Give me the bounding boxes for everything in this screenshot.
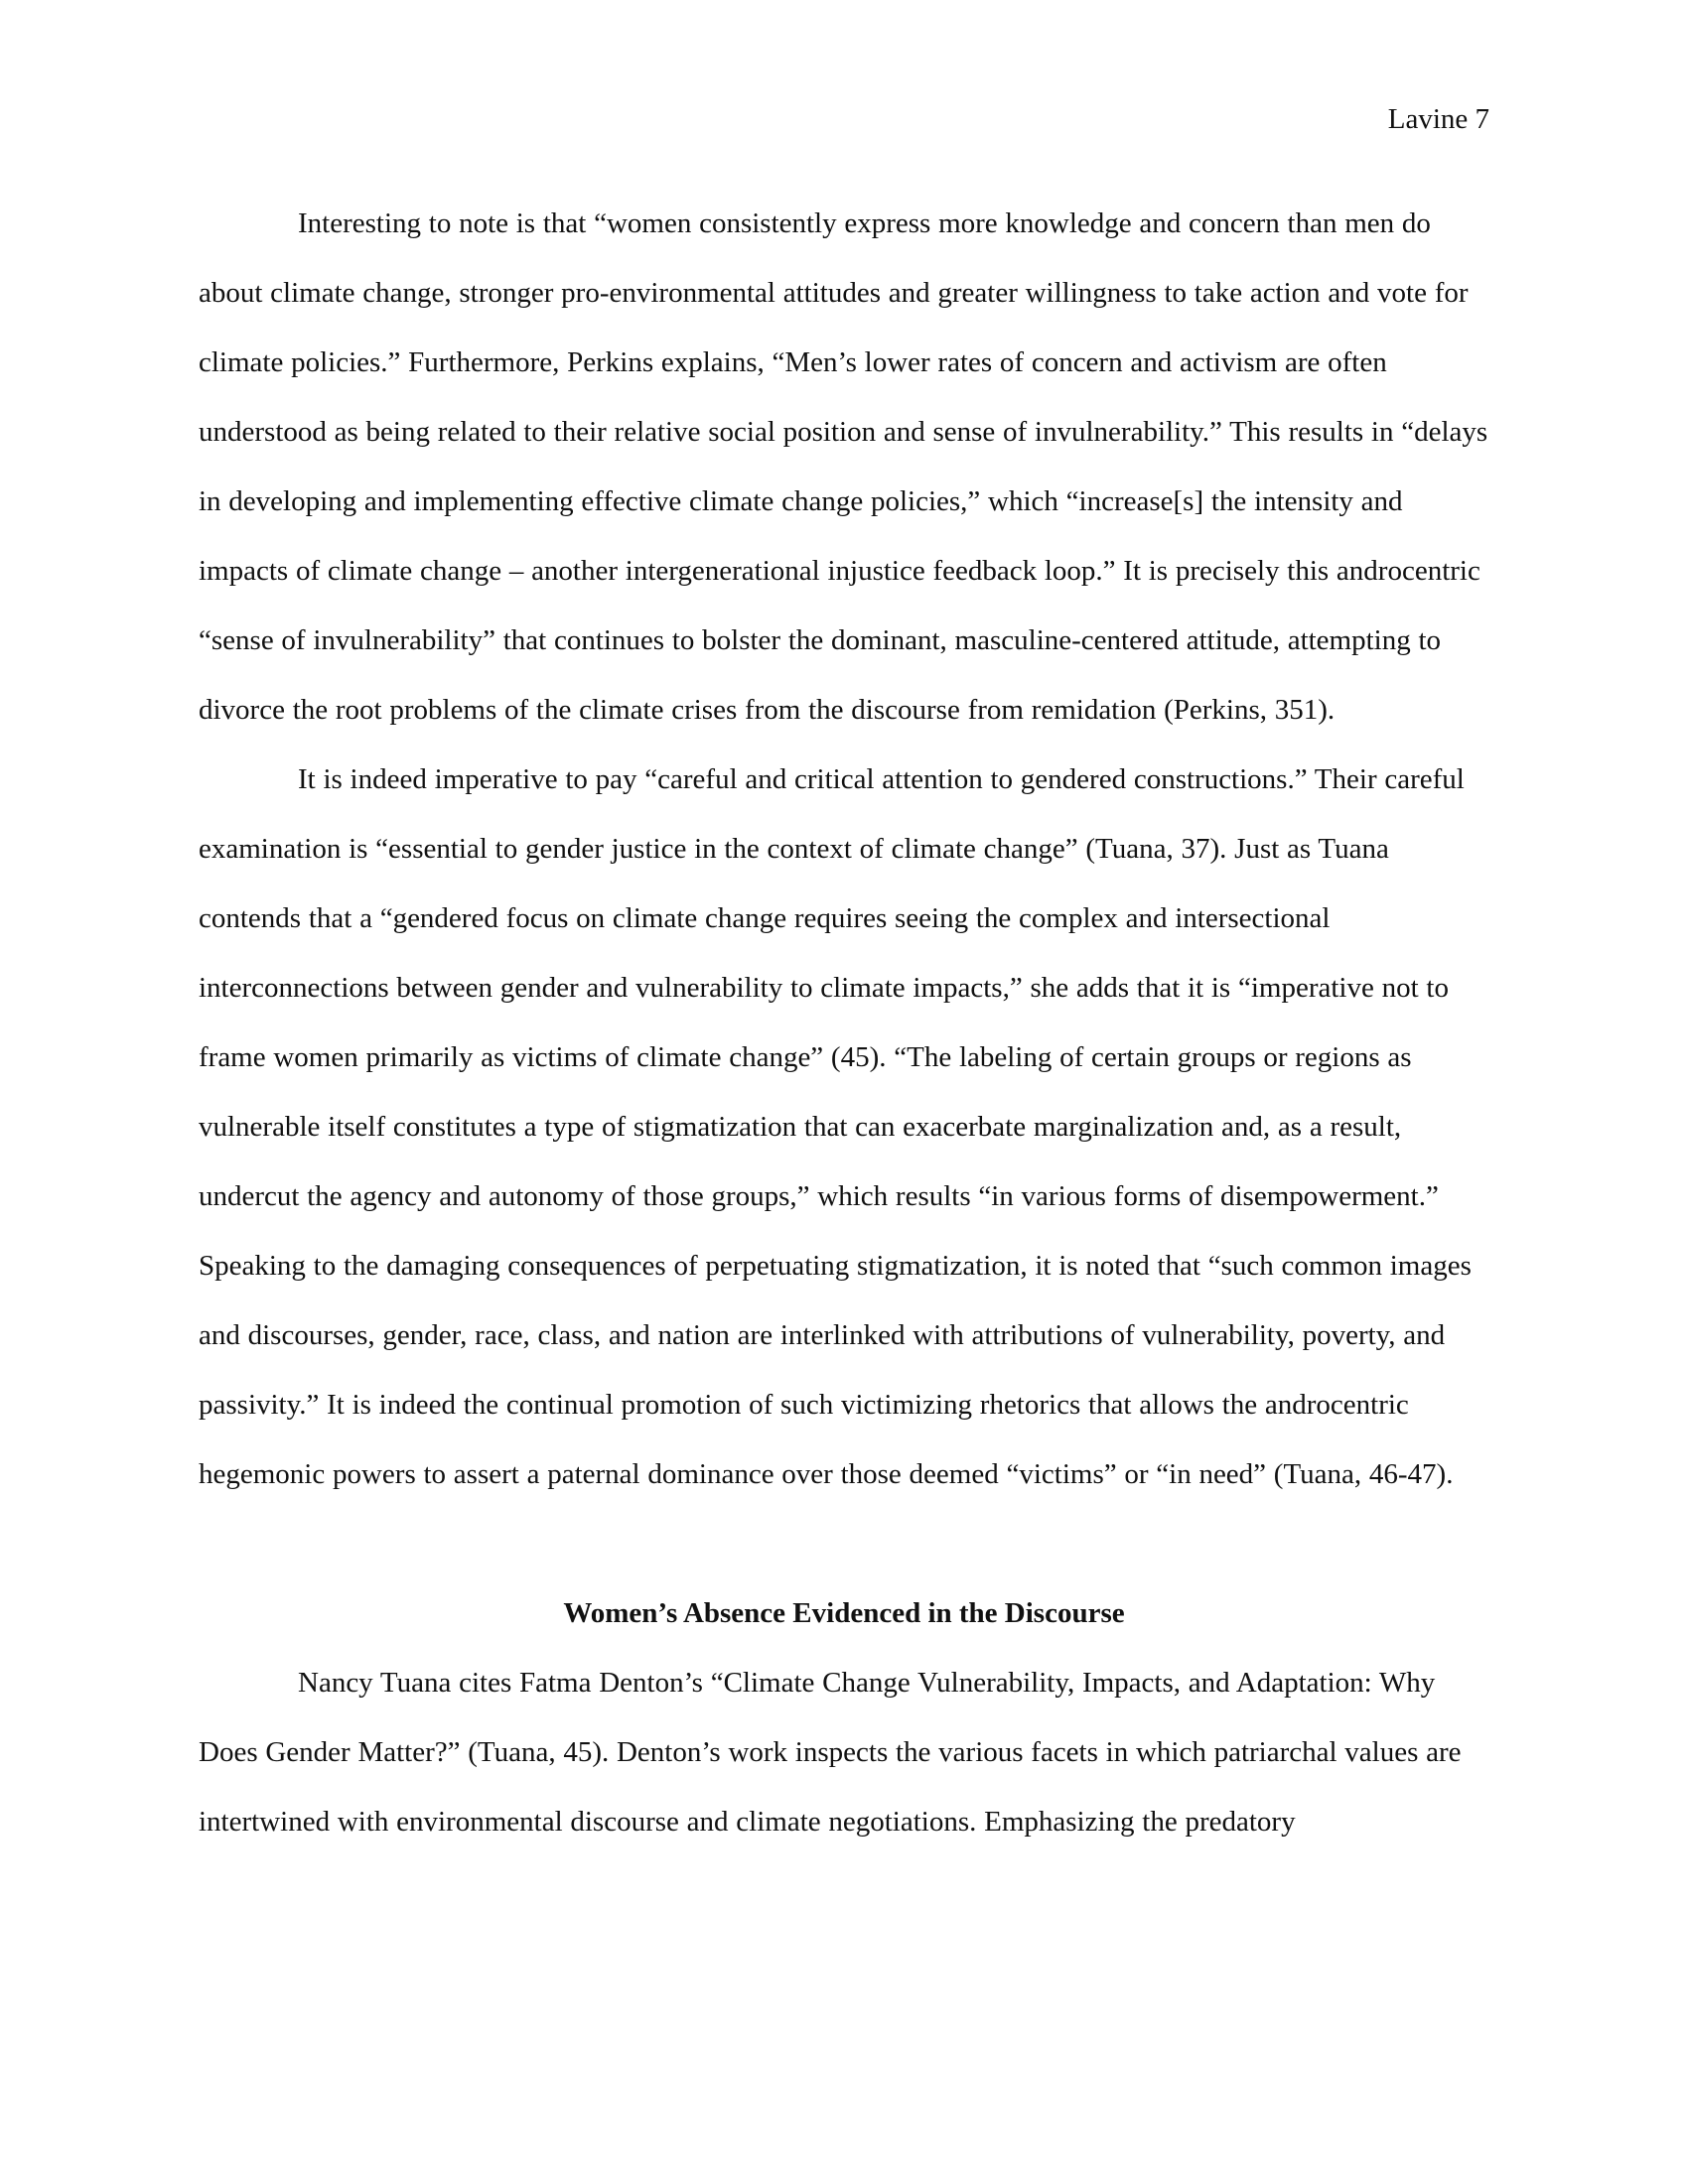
document-body xyxy=(199,189,1489,1856)
paragraph-3: Nancy Tuana cites Fatma Denton’s “Climate Change Vulnerability, Impacts, and Adaptation: Why Does Gender Matter?” (Tuana, 45). Denton’s work inspects the various facets in which patriarchal values are intertwined with environmental discourse and climate negotiations. Emphasizing the predatory xyxy=(199,1667,1462,1838)
section-heading: Women’s Absence Evidenced in the Discourse xyxy=(563,1597,1125,1629)
paragraph-1: Interesting to note is that “women consistently express more knowledge and concern than men do about climate change, stronger pro-environmental attitudes and greater willingness to take action and vote for climate policies.” Furthermore, Perkins explains, “Men’s lower rates of concern and activism are often understood as being related to their relative social position and sense of invulnerability.” This results in “delays in developing and implementing effective climate change policies,” which “increase[s] the intensity and impacts of climate change – another intergenerational injustice feedback loop.” It is precisely this androcentric “sense of invulnerability” that continues to bolster the dominant, masculine-centered attitude, attempting to divorce the root problems of the climate crises from the discourse from remidation (Perkins, 351). xyxy=(199,207,1488,726)
running-head: Lavine 7 xyxy=(1387,103,1489,135)
paragraph-2: It is indeed imperative to pay “careful and critical attention to gendered constructions.” Their careful examination is “essential to gender justice in the context of climate change” (Tuana, 37). Just as Tuana contends that a “gendered focus on climate change requires seeing the complex and intersectional interconnections between gender and vulnerability to climate impacts,” she adds that it is “imperative not to frame women primarily as victims of climate change” (45). “The labeling of certain groups or regions as vulnerable itself constitutes a type of stigmatization that can exacerbate marginalization and, as a result, undercut the agency and autonomy of those groups,” which results “in various forms of disempowerment.” Speaking to the damaging consequences of perpetuating stigmatization, it is noted that “such common images and discourses, gender, race, class, and nation are interlinked with attributions of vulnerability, poverty, and passivity.” It is indeed the continual promotion of such victimizing rhetorics that allows the androcentric hegemonic powers to assert a paternal dominance over those deemed “victims” or “in need” (Tuana, 46-47). xyxy=(199,763,1472,1490)
